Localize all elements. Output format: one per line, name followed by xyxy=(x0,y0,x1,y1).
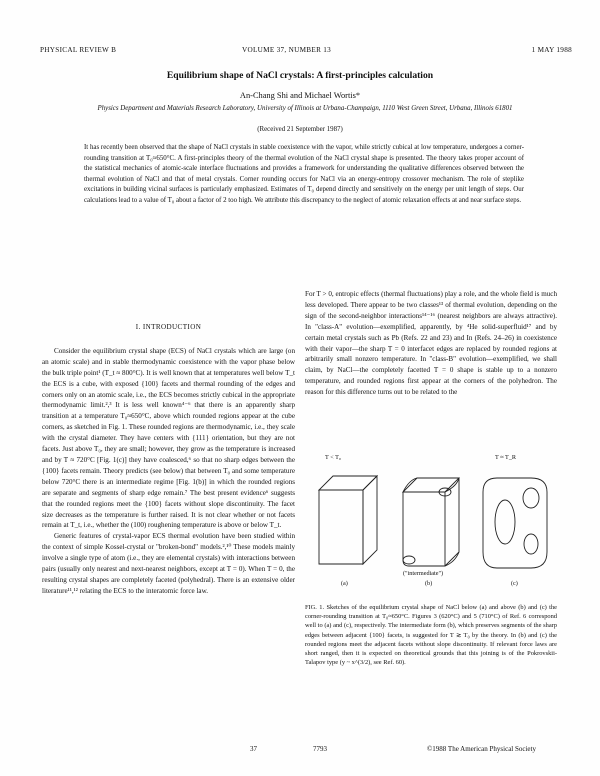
cube-rounded-corners-sketch xyxy=(403,478,459,566)
cube-fully-rounded-sketch xyxy=(483,478,547,568)
figure-caption: FIG. 1. Sketches of the equilibrium crystal shape of NaCl below (a) and above (b) and (c) the corner-rounding transition at T₀≈650°C. Figures 3 (620°C) and 5 (710°C) of Ref. 6 correspond well to (a) and (c), respectively. The intermediate form (b), which preserves segments of the sharp edges between adjacent {100} facets, is suggested for T ≳ T₀ by the theory. In (b) and (c) the rounded regions meet the adjacent facets without slope discontinuity. If relevant force laws are short ranged, then it is expected on theoretical grounds that this joining is of the Pokrovskii-Talapov type (y ~ x^(3/2), see Ref. 60). xyxy=(305,604,557,667)
page-number: 7793 xyxy=(313,745,327,753)
volume-number: VOLUME 37, NUMBER 13 xyxy=(242,46,332,54)
figure-1 xyxy=(305,452,557,592)
author-list: An-Chang Shi and Michael Wortis* xyxy=(239,91,361,100)
right-column xyxy=(305,289,557,398)
panel-label-c: (c) xyxy=(511,580,518,587)
issue-date: 1 MAY 1988 xyxy=(531,46,572,54)
journal-name: PHYSICAL REVIEW B xyxy=(40,46,117,54)
label-temp-a: T < T₀ xyxy=(325,454,342,461)
left-column xyxy=(42,322,295,597)
intro-paragraph-3: For T > 0, entropic effects (thermal fluctuations) play a role, and the whole field is much less developed. There appear to be two classes¹³ of thermal evolution, depending on the sign of the second-neighbor interactions¹⁴⁻¹⁶ (nearest neighbors are always attractive). In "class-A" evolution—exemplified, apparently, by ⁴He solid-superfluid¹⁷ and by certain metal crystals such as Pb (Refs. 22 and 23) and In (Refs. 24–26) in coexistence with their vapor—the sharp T = 0 interfacet edges are replaced by rounded regions at arbitrarily small nonzero temperature. In "class-B" evolution—exemplified, we shall claim, by NaCl—the completely facetted T = 0 shape is stable up to a nonzero temperature, and rounded regions first appear at the corners of the polyhedron. The reason for this difference turns out to be related to the xyxy=(305,290,557,397)
panel-label-b: (b) xyxy=(425,580,433,587)
running-header xyxy=(40,46,572,58)
page-footer xyxy=(0,745,600,757)
panel-label-a: (a) xyxy=(341,580,348,587)
volume-footer: 37 xyxy=(250,745,257,753)
label-temp-c: T ≈ T_R xyxy=(495,454,517,461)
intro-paragraph-2: Generic features of crystal-vapor ECS thermal evolution have been studied within the context of simple Kossel-crystal or "broken-bond" models.²,¹⁰ These models mainly involve a single type of atom (i.e., they are elemental crystals) with interactions between pairs (usually only nearest and next-nearest neighbors, except at T = 0). When T = 0, the resulting crystal shapes are completely faceted (polyhedral). There is an extensive older literature¹¹,¹² relating the ECS to the interatomic force law. xyxy=(42,532,295,595)
copyright-notice: ©1988 The American Physical Society xyxy=(426,745,536,753)
abstract: It has recently been observed that the shape of NaCl crystals in stable coexistence with the vapor, while strictly cubical at low temperature, undergoes a corner-rounding transition at T₀≈650°C. A first-principles theory of the thermal evolution of the NaCl crystal shape is presented. The theory takes proper account of the statistical mechanics of atomic-scale interface fluctuations and provides a framework for understanding the qualitative differences observed between the thermal evolution of NaCl and that of metal crystals. Corner rounding occurs for NaCl via an energy-entropy crossover mechanism. The role of steplike excitations in building vicinal surfaces is particularly emphasized. Estimates of T₀ depend directly and sensitively on the energy per unit length of steps. Our calculations lead to a value of T₀ about a factor of 2 too high. We attribute this discrepancy to the neglect of atomic relaxation effects at and near surface steps. xyxy=(84,144,524,204)
cube-sharp-edges-sketch xyxy=(319,476,377,564)
received-date: (Received 21 September 1987) xyxy=(257,126,343,133)
section-heading: I. INTRODUCTION xyxy=(135,323,202,331)
article-title: Equilibrium shape of NaCl crystals: A first-principles calculation xyxy=(166,70,434,81)
intro-paragraph-1: Consider the equilibrium crystal shape (ECS) of NaCl crystals which are large (on an atomic scale) and in stable thermodynamic coexistence with the vapor phase below the bulk triple point¹ (T_t ≈ 800°C). It is well known that at temperatures well below T_t the ECS is a cube, with exposed {100} facets and thermal rounding of the edges and corners only on an atomic scale, i.e., the ECS becomes strictly cubical in the appropriate thermodynamic limit.²,³ It is less well known⁴⁻⁶ that there is an apparently sharp transition at a temperature T₀≈650°C, above which rounded regions appear at the cube corners, as sketched in Fig. 1. These rounded regions are thermodynamic, i.e., they scale with the crystal diameter. They have centers with {111} orientation, but they are not facets. Just above T₀, they are small; however, they grow as the temperature is increased and by T ≈ 720°C [Fig. 1(c)] they have coalesced,⁶ so that no sharp edges between the {100} facets remain. Theory predicts (see below) that between T₀ and some temperature below 720°C there is an intermediate regime [Fig. 1(b)] in which the rounded regions are separate and segments of sharp edge remain.⁷ The best present evidence⁶ suggests that the rounded regions meet the {100} facets without slope discontinuity. The facet size decreases as the temperature is further raised. It is not clear whether or not facets remain at T_t, i.e., whether the (100) roughening temperature is above or below T_t. xyxy=(42,346,295,530)
label-intermediate: ("intermediate") xyxy=(403,570,444,577)
author-affiliation: Physics Department and Materials Research Laboratory, University of Illinois at Urbana-Champaign, 1110 West Green Street, Urbana, Illinois 61801 xyxy=(97,105,513,112)
